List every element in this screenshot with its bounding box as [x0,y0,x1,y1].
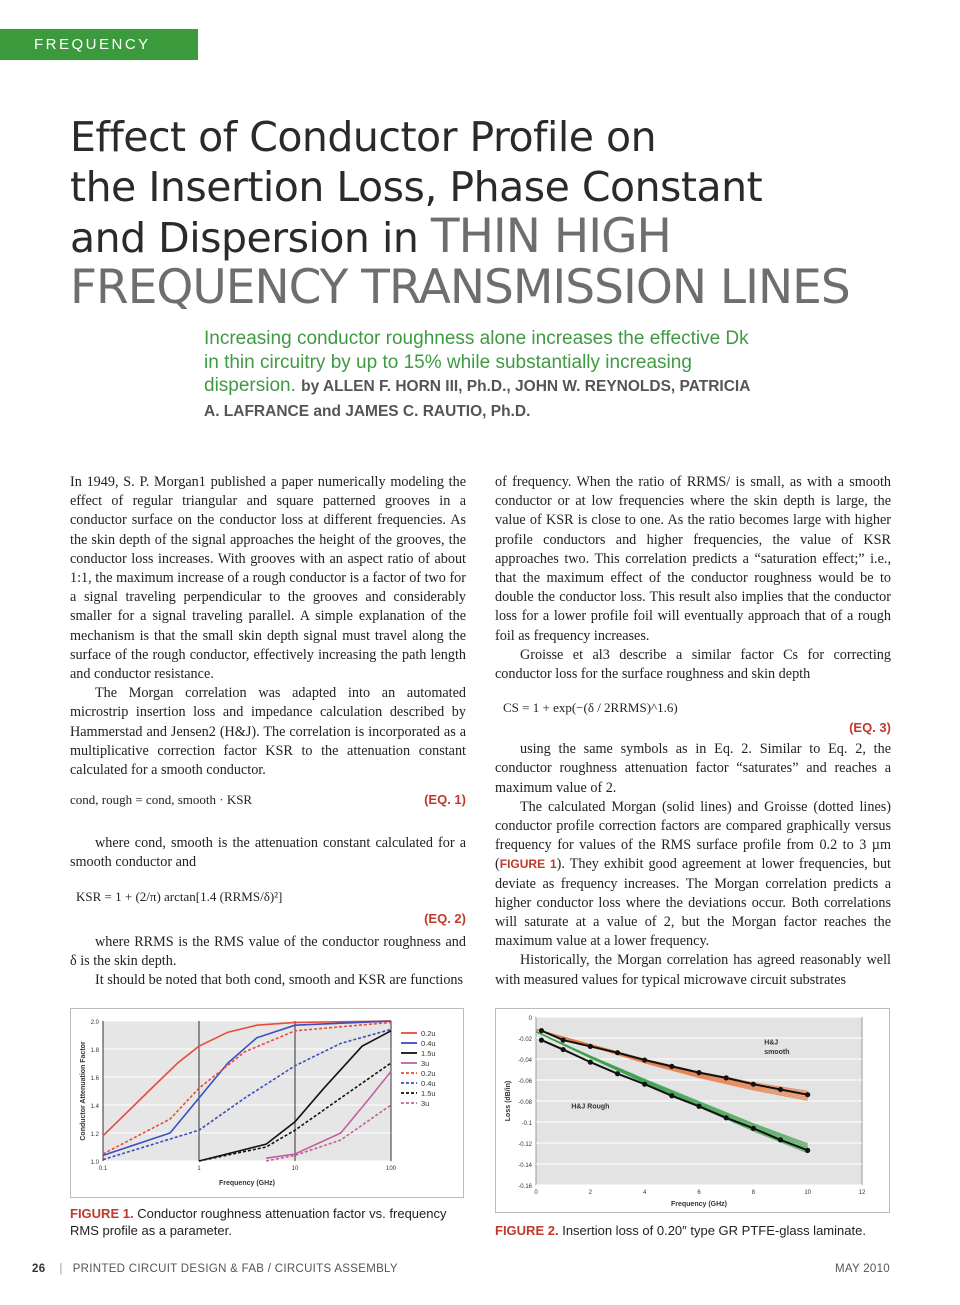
data-point [724,1075,729,1080]
paragraph [495,798,891,952]
figure-1-label: FIGURE 1. [70,1206,134,1221]
data-point [642,1082,647,1087]
title-line-1: Effect of Conductor Profile on [70,113,657,161]
footer-separator: | [59,1263,63,1275]
paragraph: Historically, the Morgan correlation has agreed reasonably well with measured values for typical microwave circuit substrates [495,952,891,988]
y-tick-label: 2.0 [90,1020,99,1026]
issue-date: MAY 2010 [834,1263,890,1275]
legend-label: 0.4u [421,1039,436,1048]
figure-1-caption-text: Conductor roughness attenuation factor vs. frequency RMS profile as a parameter. [70,1206,447,1238]
y-tick-label: 0 [528,1016,532,1022]
data-point [588,1060,593,1065]
footer-left [32,1263,398,1275]
data-point [588,1044,593,1049]
equation-3-label: (EQ. 3) [849,720,891,736]
legend-label: 0.4u [421,1079,436,1088]
data-point [561,1038,566,1043]
y-tick-label: -0.04 [518,1058,532,1064]
x-axis-label: Frequency (GHz) [218,1180,276,1187]
paragraph: where RRMS is the RMS value of the conductor roughness and δ is the skin depth. [70,933,466,969]
data-point [778,1137,783,1142]
figure-2-chart [496,1009,889,1212]
data-point [615,1071,620,1076]
data-point [539,1028,544,1033]
data-point [696,1070,701,1075]
x-tick-label: 12 [858,1190,866,1196]
equation-1-label: (EQ. 1) [424,792,466,808]
section-tab [0,29,198,84]
paragraph: where cond, smooth is the attenuation constant calculated for a smooth conductor and [70,835,466,871]
y-tick-label: -0.1 [521,1121,532,1127]
legend-label: 0.2u [421,1069,436,1078]
figure-2 [495,1008,890,1213]
deck-text: Increasing conductor roughness alone increases the effective Dk in thin circuitry by up to 15% while substantially increasing dispersion. [204,328,749,396]
publication-name: PRINTED CIRCUIT DESIGN & FAB / CIRCUITS ASSEMBLY [72,1263,398,1275]
x-tick-label: 100 [385,1166,397,1172]
paragraph: Groisse et al3 describe a similar factor Cs for correcting conductor loss for the surface roughness and skin depth [495,646,891,683]
x-tick-label: 2 [588,1190,593,1196]
data-point [724,1115,729,1120]
data-point [751,1126,756,1131]
figure-1-caption [70,1205,464,1239]
legend-label: 1.5u [421,1049,436,1058]
y-axis-label: Loss (dB/in) [505,1080,512,1122]
plot-area [103,1021,391,1161]
data-point [778,1087,783,1092]
paragraph-text: ). They exhibit good agreement at lower frequencies, but deviate as frequency increases. The Morgan correlation predicts a higher conductor loss where the deviations occur. Both correlations will saturate at a value of 2, but the Morgan factor reaches the maximum value at a lower frequency. [495,856,891,950]
x-tick-label: 0 [534,1190,538,1196]
legend-label: 1.5u [421,1089,436,1098]
data-point [696,1104,701,1109]
page-number: 26 [32,1263,46,1275]
byline: by ALLEN F. HORN III, Ph.D., JOHN W. REYNOLDS, PATRICIA A. LAFRANCE and JAMES C. RAUTIO, Ph.D. [204,378,750,420]
title-line-4: FREQUENCY TRANSMISSION LINES [70,260,850,315]
data-point [805,1092,810,1097]
y-tick-label: -0.02 [518,1037,532,1043]
equation-2-label: (EQ. 2) [424,910,466,926]
y-tick-label: -0.12 [518,1142,532,1148]
article-title [70,112,910,314]
annotation: H&J Rough [571,1103,610,1111]
paragraph: It should be noted that both cond, smooth and KSR are functions [95,972,464,989]
equation-3-text: CS = 1 + exp(−(δ / 2RRMS)^1.6) [503,700,678,716]
figure-1-chart [71,1009,463,1197]
paragraph-text: The calculated Morgan (solid lines) and Groisse (dotted lines) conductor profile correction factors are compared graphically versus frequency for values of the RMS surface profile from 0.2 to 3 µm ( [495,798,891,873]
data-point [615,1050,620,1055]
paragraph: The Morgan correlation was adapted into an automated microstrip insertion loss and impedance calculation described by Hammerstad and Jensen2 (H&J). The correlation is incorporated as a multiplicative correction factor KSR to the attenuation constant calculated for a smooth conductor. [70,685,466,779]
left-column [70,473,466,990]
section-label-bold: LOSS [34,67,85,84]
data-point [561,1047,566,1052]
title-line-3b: THIN HIGH [430,209,671,264]
annotation: smooth [764,1048,790,1056]
x-tick-label: 8 [751,1190,756,1196]
figure-1 [70,1008,464,1198]
x-tick-label: 10 [804,1190,812,1196]
data-point [805,1148,810,1153]
y-tick-label: -0.16 [518,1184,532,1190]
equation-1 [70,790,466,830]
title-line-2: the Insertion Loss, Phase Constant [70,163,763,211]
x-axis-label: Frequency (GHz) [670,1201,728,1208]
equation-3 [495,694,891,736]
x-tick-label: 10 [291,1166,299,1172]
article-deck [204,327,764,423]
x-tick-label: 4 [642,1190,647,1196]
equation-2-text: KSR = 1 + (2/π) arctan[1.4 (RRMS/δ)²] [76,888,283,904]
x-tick-label: 1 [197,1166,201,1172]
y-tick-label: 1.2 [90,1132,99,1138]
section-label: FREQUENCY [34,36,151,53]
title-line-3a: and Dispersion in [70,214,431,262]
y-tick-label: 1.0 [90,1160,99,1166]
x-tick-label: 6 [697,1190,701,1196]
y-tick-label: -0.06 [518,1079,532,1085]
y-tick-label: -0.08 [518,1100,532,1106]
data-point [751,1082,756,1087]
figure-1-reference[interactable]: FIGURE 1 [499,857,557,872]
x-tick-label: 0.1 [98,1166,108,1172]
figure-2-caption-text: Insertion loss of 0.20″ type GR PTFE-glass laminate. [562,1223,866,1238]
paragraph: using the same symbols as in Eq. 2. Similar to Eq. 2, the conductor roughness attenuation factor “saturates” and reaches a maximum value of 2. [495,741,891,796]
figure-2-caption [495,1222,895,1239]
data-point [539,1038,544,1043]
equation-2 [70,883,466,929]
legend-label: 3u [421,1099,430,1108]
right-column [495,473,891,990]
equation-1-text: cond, rough = cond, smooth · KSR [70,792,253,808]
y-tick-label: 1.6 [90,1076,99,1082]
figure-2-label: FIGURE 2. [495,1223,559,1238]
y-tick-label: 1.8 [90,1048,99,1054]
legend-label: 3u [421,1059,430,1068]
y-tick-label: 1.4 [90,1104,99,1110]
y-axis-label: Conductor Attenuation Factor [80,1041,87,1141]
data-point [669,1093,674,1098]
paragraph: of frequency. When the ratio of RRMS/ is small, as with a smooth conductor or at low frequencies where the skin depth is large, the value of KSR is close to one. As the ratio becomes large with higher profile conductors and higher frequencies, the value of KSR approaches two. This correlation predicts a “saturation effect;” i.e., that the maximum effect of the conductor roughness would be to double the conductor loss. This result also implies that the conductor loss for a lower profile foil will eventually approach that of a rough foil as frequency increases. [495,474,891,644]
legend-label: 0.2u [421,1029,436,1038]
y-tick-label: -0.14 [518,1163,532,1169]
annotation: H&J [764,1039,779,1047]
paragraph: In 1949, S. P. Morgan1 published a paper numerically modeling the effect of regular triangular and square patterned grooves in a conductor surface on the conductor loss at different frequencies. As the skin depth of the signal approaches the height of the grooves, the conductor loss increases. With grooves with an aspect ratio of about 1:1, the maximum increase of a rough conductor is a factor of two for a signal traveling perpendicular to the grooves and considerably smaller for a signal traveling parallel. A simple explanation of the mechanism is that the small skin depth signal must travel along the surface of the rough conductor, effectively increasing the path length and conductor resistance. [70,474,466,683]
data-point [669,1064,674,1069]
data-point [642,1057,647,1062]
